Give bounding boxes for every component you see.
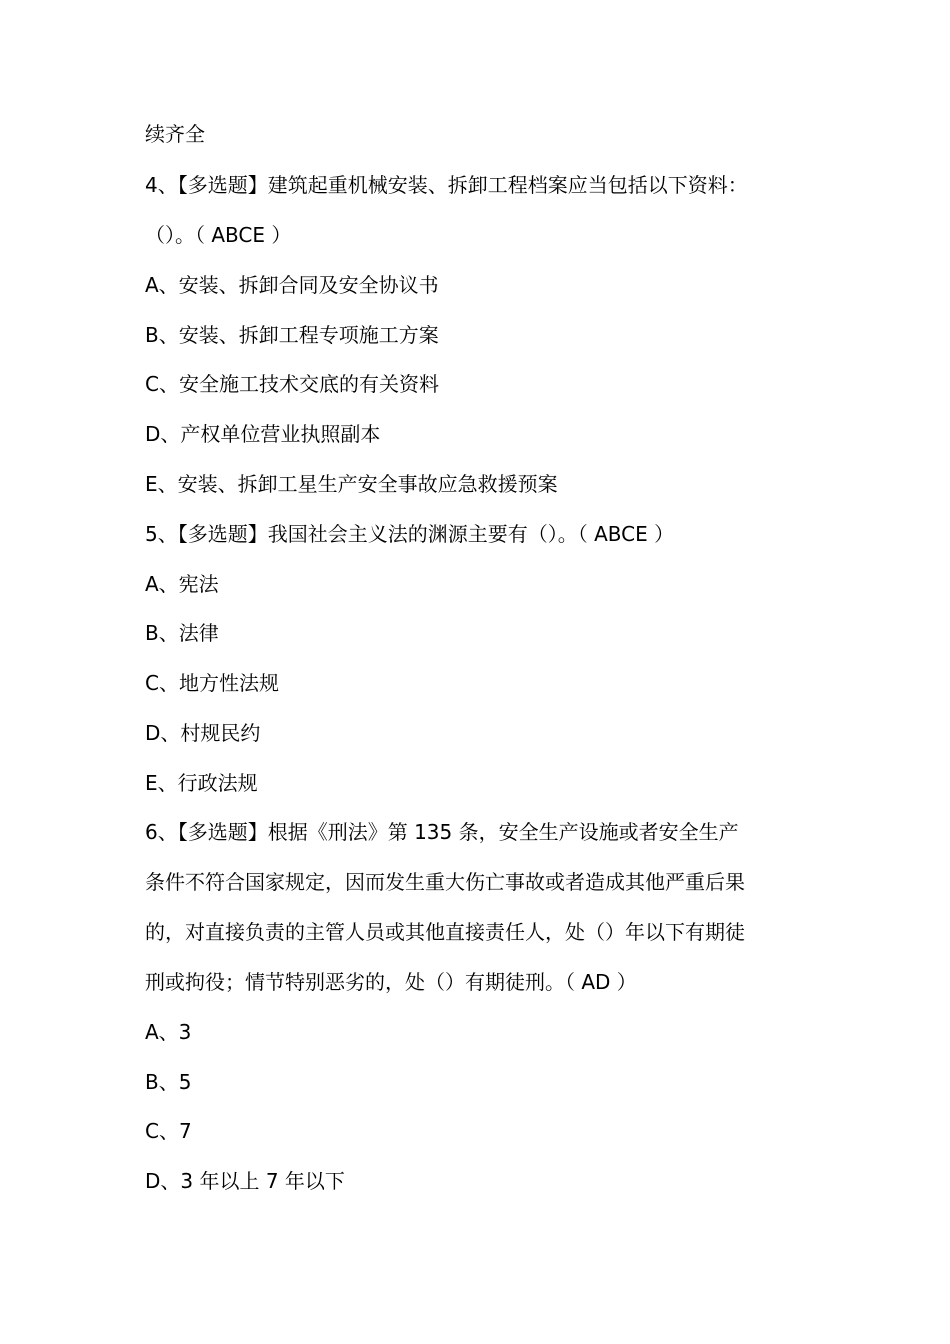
text-line-continuation: 续齐全 xyxy=(145,122,205,146)
question-5-option-a: A、宪法 xyxy=(145,572,219,596)
question-6-stem-line-4: 刑或拘役；情节特别恶劣的，处（）有期徒刑。（ AD ） xyxy=(145,970,637,994)
question-4-stem: 4、【多选题】建筑起重机械安装、拆卸工程档案应当包括以下资料： xyxy=(145,173,748,197)
question-6-option-c: C、7 xyxy=(145,1119,192,1143)
question-4-option-d: D、产权单位营业执照副本 xyxy=(145,422,381,446)
question-5-option-b: B、法律 xyxy=(145,621,219,645)
question-4-option-c: C、安全施工技术交底的有关资料 xyxy=(145,372,439,396)
question-6-option-d: D、3 年以上 7 年以下 xyxy=(145,1169,345,1193)
question-6-stem-line-2: 条件不符合国家规定，因而发生重大伤亡事故或者造成其他严重后果 xyxy=(145,870,745,894)
question-6-stem-line-3: 的，对直接负责的主管人员或其他直接责任人，处（）年以下有期徒 xyxy=(145,920,745,944)
question-5-option-c: C、地方性法规 xyxy=(145,671,279,695)
question-5-option-e: E、行政法规 xyxy=(145,771,258,795)
question-5-stem: 5、【多选题】我国社会主义法的渊源主要有（）。（ ABCE ） xyxy=(145,522,675,546)
question-6-option-a: A、3 xyxy=(145,1020,192,1044)
question-6-option-b: B、5 xyxy=(145,1070,192,1094)
question-4-stem-answer: （）。（ ABCE ） xyxy=(145,223,292,247)
question-6-stem-line-1: 6、【多选题】根据《刑法》第 135 条，安全生产设施或者安全生产 xyxy=(145,820,739,844)
question-4-option-e: E、安装、拆卸工星生产安全事故应急救援预案 xyxy=(145,472,558,496)
question-4-option-a: A、安装、拆卸合同及安全协议书 xyxy=(145,273,439,297)
question-4-option-b: B、安装、拆卸工程专项施工方案 xyxy=(145,323,439,347)
question-5-option-d: D、村规民约 xyxy=(145,721,261,745)
